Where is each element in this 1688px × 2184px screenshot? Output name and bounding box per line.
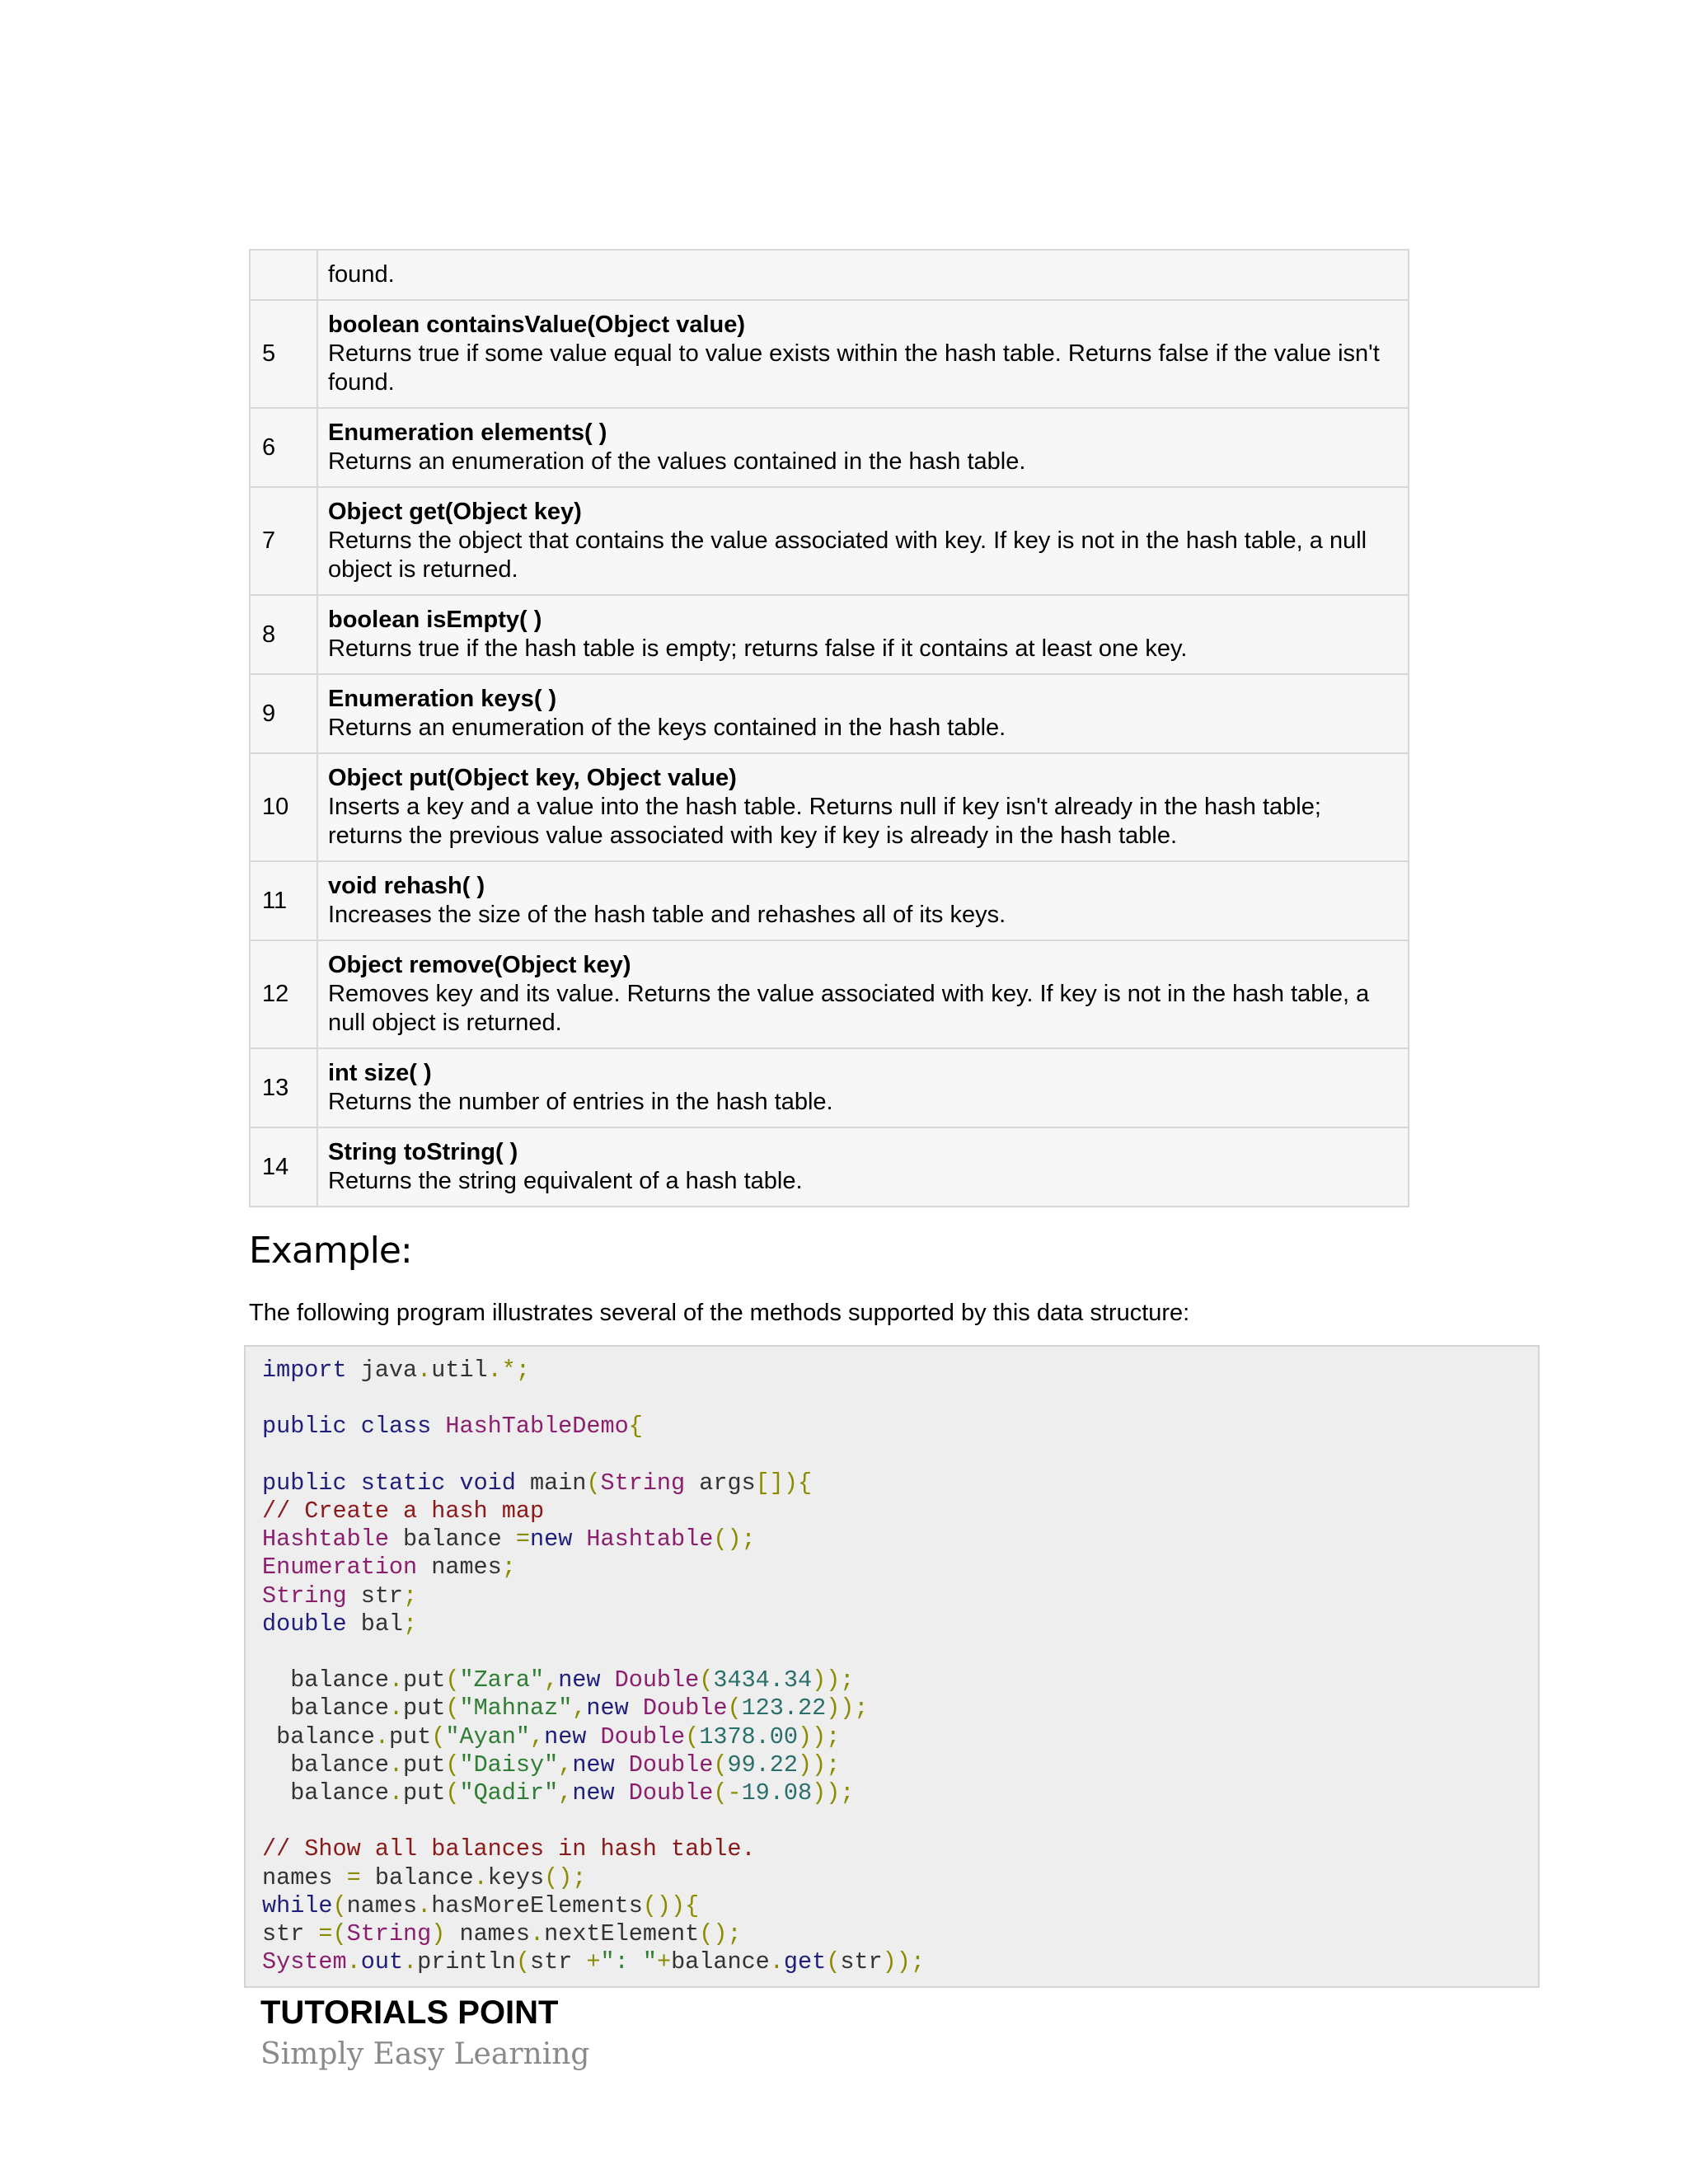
code-token: ( xyxy=(586,1469,601,1497)
code-token: util xyxy=(431,1357,488,1384)
method-signature: Object get(Object key) xyxy=(328,499,582,525)
code-token: . xyxy=(374,1722,389,1750)
method-signature: boolean containsValue(Object value) xyxy=(328,312,746,338)
code-token: out xyxy=(360,1948,404,1976)
code-token: , xyxy=(529,1722,545,1750)
code-token: balance xyxy=(262,1694,389,1722)
code-token: ": " xyxy=(600,1948,657,1976)
code-token: ; xyxy=(403,1610,418,1638)
code-token: 123.22 xyxy=(741,1694,827,1722)
code-token: "Mahnaz" xyxy=(459,1694,573,1722)
table-row xyxy=(250,1048,1409,1127)
code-token: ( xyxy=(699,1666,714,1694)
code-token: hasMoreElements xyxy=(431,1891,643,1919)
code-token: = xyxy=(515,1526,530,1554)
code-token: + xyxy=(656,1948,672,1976)
code-token: Double xyxy=(642,1694,728,1722)
code-token: 1378.00 xyxy=(699,1722,798,1750)
code-token: // Show all balances in hash table. xyxy=(262,1835,756,1863)
code-token: balance xyxy=(262,1722,375,1750)
code-token: new xyxy=(586,1694,629,1722)
code-token: = xyxy=(346,1863,361,1891)
code-token: . xyxy=(473,1863,488,1891)
code-token: balance xyxy=(360,1863,474,1891)
code-token xyxy=(615,1751,629,1779)
code-token: []){ xyxy=(755,1469,813,1497)
code-token: put xyxy=(403,1694,446,1722)
code-block xyxy=(244,1345,1540,1988)
code-token: ; xyxy=(403,1582,418,1610)
code-token: ; xyxy=(501,1554,516,1582)
code-line xyxy=(262,1892,699,1919)
example-heading: Example: xyxy=(249,1230,412,1272)
table-row xyxy=(250,940,1409,1048)
code-token: ( xyxy=(685,1722,700,1750)
code-token: Double xyxy=(614,1666,700,1694)
code-token: ( xyxy=(445,1694,460,1722)
code-token: put xyxy=(403,1750,446,1779)
method-description: Removes key and its value. Returns the value associated with key. If key is not in the hash table, a null object is returned. xyxy=(328,981,1370,1036)
table-row xyxy=(250,674,1409,753)
code-line xyxy=(262,1666,854,1694)
row-number: 8 xyxy=(250,595,317,674)
code-token: "Daisy" xyxy=(459,1750,559,1779)
table-row xyxy=(250,1127,1409,1207)
code-line xyxy=(262,1554,516,1581)
method-cell xyxy=(317,674,1409,753)
code-token: new xyxy=(572,1750,615,1779)
code-token: Hashtable xyxy=(262,1526,389,1554)
code-token: , xyxy=(544,1666,559,1694)
code-line xyxy=(262,1835,756,1863)
row-number: 10 xyxy=(250,753,317,861)
code-token: double xyxy=(262,1610,347,1638)
method-cell xyxy=(317,300,1409,408)
code-token xyxy=(601,1666,615,1694)
code-token: balance xyxy=(388,1526,516,1554)
code-token: )); xyxy=(797,1750,841,1779)
method-signature: Object put(Object key, Object value) xyxy=(328,765,737,791)
method-description: Returns the string equivalent of a hash table. xyxy=(328,1168,803,1194)
code-token: . xyxy=(388,1666,404,1694)
code-token: String xyxy=(600,1469,686,1497)
code-token: new xyxy=(558,1666,601,1694)
method-description: Returns an enumeration of the keys contained in the hash table. xyxy=(328,715,1006,741)
row-number: 5 xyxy=(250,300,317,408)
code-token: java xyxy=(346,1357,418,1384)
code-line xyxy=(262,1694,869,1722)
code-token: keys xyxy=(487,1863,545,1891)
code-token: balance xyxy=(262,1666,389,1694)
row-number: 13 xyxy=(250,1048,317,1127)
code-token: ( xyxy=(713,1750,728,1779)
code-line xyxy=(262,1948,925,1975)
method-description: Returns an enumeration of the values contained in the hash table. xyxy=(328,448,1026,475)
code-token: balance xyxy=(671,1948,770,1976)
code-token: str xyxy=(346,1582,404,1610)
code-token: import xyxy=(262,1357,347,1384)
code-line xyxy=(262,1920,742,1947)
code-token: // Create a hash map xyxy=(262,1497,545,1526)
code-token: (); xyxy=(699,1920,742,1948)
code-line xyxy=(262,1526,756,1553)
code-token: new xyxy=(544,1722,587,1750)
table-row xyxy=(250,250,1409,300)
method-signature: Enumeration keys( ) xyxy=(328,686,557,712)
code-token: str xyxy=(530,1948,587,1976)
code-token: str xyxy=(840,1948,883,1976)
code-token: new xyxy=(529,1526,573,1554)
code-token: args xyxy=(685,1469,756,1497)
method-cell xyxy=(317,753,1409,861)
code-token: Double xyxy=(628,1750,714,1779)
method-description: Returns the object that contains the value associated with key. If key is not in the hash table, a null object is returned. xyxy=(328,527,1367,583)
code-token: "Qadir" xyxy=(459,1779,559,1807)
example-intro: The following program illustrates several of the methods supported by this data structure: xyxy=(249,1300,1190,1326)
method-cell xyxy=(317,1048,1409,1127)
methods-table-body xyxy=(250,250,1409,1207)
code-token: put xyxy=(388,1722,432,1750)
table-row xyxy=(250,300,1409,408)
code-token: put xyxy=(403,1779,446,1807)
method-description: Returns the number of entries in the hash table. xyxy=(328,1089,833,1115)
code-token: )); xyxy=(812,1779,855,1807)
code-token: names xyxy=(417,1554,502,1582)
method-signature: String toString( ) xyxy=(328,1139,518,1165)
code-token: str xyxy=(262,1920,319,1948)
code-token: . xyxy=(388,1750,404,1779)
code-token: . xyxy=(346,1948,361,1976)
table-row xyxy=(250,595,1409,674)
code-token: ( xyxy=(445,1666,460,1694)
code-token: 99.22 xyxy=(727,1750,798,1779)
code-token: names xyxy=(346,1891,418,1919)
code-token xyxy=(586,1723,600,1750)
code-token: =( xyxy=(318,1920,347,1948)
method-cell xyxy=(317,1127,1409,1207)
code-line xyxy=(262,1723,840,1750)
method-cell xyxy=(317,408,1409,487)
code-token xyxy=(347,1413,361,1440)
code-token: static xyxy=(360,1469,446,1497)
code-token: )); xyxy=(882,1948,925,1976)
code-token: put xyxy=(403,1666,446,1694)
code-line xyxy=(262,1864,586,1891)
code-token: new xyxy=(572,1779,615,1807)
code-token: )); xyxy=(826,1694,869,1722)
code-token: Hashtable xyxy=(586,1526,714,1554)
code-token: String xyxy=(346,1920,432,1948)
code-token: names xyxy=(445,1920,530,1948)
table-row xyxy=(250,487,1409,595)
code-token: names xyxy=(262,1863,347,1891)
code-token xyxy=(445,1469,459,1497)
code-token: HashTableDemo xyxy=(445,1413,629,1441)
code-token xyxy=(615,1779,629,1807)
row-number: 6 xyxy=(250,408,317,487)
table-row xyxy=(250,753,1409,861)
row-number: 14 xyxy=(250,1127,317,1207)
code-token: ( xyxy=(826,1948,841,1976)
code-token: bal xyxy=(346,1610,404,1638)
code-token: balance xyxy=(262,1779,389,1807)
method-signature: Enumeration elements( ) xyxy=(328,419,607,446)
code-token: ) xyxy=(431,1920,446,1948)
code-token: get xyxy=(783,1948,827,1976)
method-cell xyxy=(317,940,1409,1048)
code-token: ( xyxy=(445,1779,460,1807)
code-token: class xyxy=(360,1413,432,1441)
code-token: . xyxy=(403,1948,418,1976)
code-token: println xyxy=(417,1948,516,1976)
method-signature: int size( ) xyxy=(328,1060,432,1086)
code-token: main xyxy=(515,1469,587,1497)
code-token: public xyxy=(262,1413,347,1441)
footer-tagline: Simply Easy Learning xyxy=(260,2037,590,2071)
method-cell xyxy=(317,861,1409,940)
method-cell xyxy=(317,487,1409,595)
code-token xyxy=(431,1413,445,1440)
code-token: . xyxy=(417,1891,432,1919)
code-token: + xyxy=(586,1948,601,1976)
code-token: .*; xyxy=(487,1357,530,1384)
code-line xyxy=(262,1357,530,1384)
code-token: (); xyxy=(544,1863,587,1891)
code-token: ( xyxy=(332,1891,347,1919)
table-row xyxy=(250,861,1409,940)
row-number: 9 xyxy=(250,674,317,753)
code-line xyxy=(262,1610,417,1638)
method-description: Increases the size of the hash table and rehashes all of its keys. xyxy=(328,902,1006,928)
code-token: balance xyxy=(262,1750,389,1779)
row-number: 11 xyxy=(250,861,317,940)
table-row xyxy=(250,408,1409,487)
code-token: . xyxy=(388,1779,404,1807)
methods-table xyxy=(249,249,1409,1207)
code-token: ( xyxy=(445,1750,460,1779)
method-description: Returns true if the hash table is empty; returns false if it contains at least one key. xyxy=(328,635,1188,662)
method-cell xyxy=(317,595,1409,674)
code-token: "Zara" xyxy=(459,1666,545,1694)
code-token: void xyxy=(459,1469,516,1497)
code-token xyxy=(347,1469,361,1497)
code-token: System xyxy=(262,1948,347,1976)
code-token: . xyxy=(530,1920,545,1948)
code-token: , xyxy=(558,1779,573,1807)
code-listing xyxy=(262,1357,925,1976)
row-number xyxy=(250,250,317,300)
code-token: , xyxy=(572,1694,587,1722)
code-token: while xyxy=(262,1891,333,1919)
method-description: Inserts a key and a value into the hash table. Returns null if key isn't already in the hash table; returns the previous value associated with key if key is already in the hash table. xyxy=(328,794,1321,849)
footer-brand: TUTORIALS POINT xyxy=(260,1994,559,2031)
code-token: . xyxy=(417,1357,432,1384)
method-signature: void rehash( ) xyxy=(328,873,485,899)
method-signature: boolean isEmpty( ) xyxy=(328,607,542,633)
code-line xyxy=(262,1751,840,1779)
code-token: Double xyxy=(628,1779,714,1807)
code-line xyxy=(262,1413,643,1440)
code-token: "Ayan" xyxy=(445,1722,530,1750)
code-token: . xyxy=(769,1948,784,1976)
code-token: ( xyxy=(727,1694,742,1722)
code-token xyxy=(572,1526,586,1553)
row-number: 12 xyxy=(250,940,317,1048)
code-token: { xyxy=(628,1413,643,1441)
code-token: String xyxy=(262,1582,347,1610)
code-token: )); xyxy=(812,1666,855,1694)
code-token: ( xyxy=(515,1948,530,1976)
code-token: ( xyxy=(431,1722,446,1750)
method-description: found. xyxy=(328,261,395,288)
code-token: nextElement xyxy=(544,1920,700,1948)
code-line xyxy=(262,1779,854,1807)
code-token: )); xyxy=(797,1722,841,1750)
code-token: Double xyxy=(600,1722,686,1750)
code-token: , xyxy=(558,1750,573,1779)
code-token: public xyxy=(262,1469,347,1497)
method-description: Returns true if some value equal to value exists within the hash table. Returns false if the value isn't found. xyxy=(328,340,1380,396)
row-number: 7 xyxy=(250,487,317,595)
code-token xyxy=(629,1694,643,1722)
code-token: 3434.34 xyxy=(713,1666,813,1694)
method-signature: Object remove(Object key) xyxy=(328,952,631,978)
code-line xyxy=(262,1582,417,1610)
code-token: Enumeration xyxy=(262,1554,418,1582)
code-line xyxy=(262,1469,812,1497)
method-cell xyxy=(317,250,1409,300)
code-token: . xyxy=(388,1694,404,1722)
code-token: (); xyxy=(713,1526,756,1554)
code-token: ()){ xyxy=(642,1891,700,1919)
code-line xyxy=(262,1497,544,1525)
code-token: (- xyxy=(713,1779,742,1807)
code-token: 19.08 xyxy=(741,1779,813,1807)
